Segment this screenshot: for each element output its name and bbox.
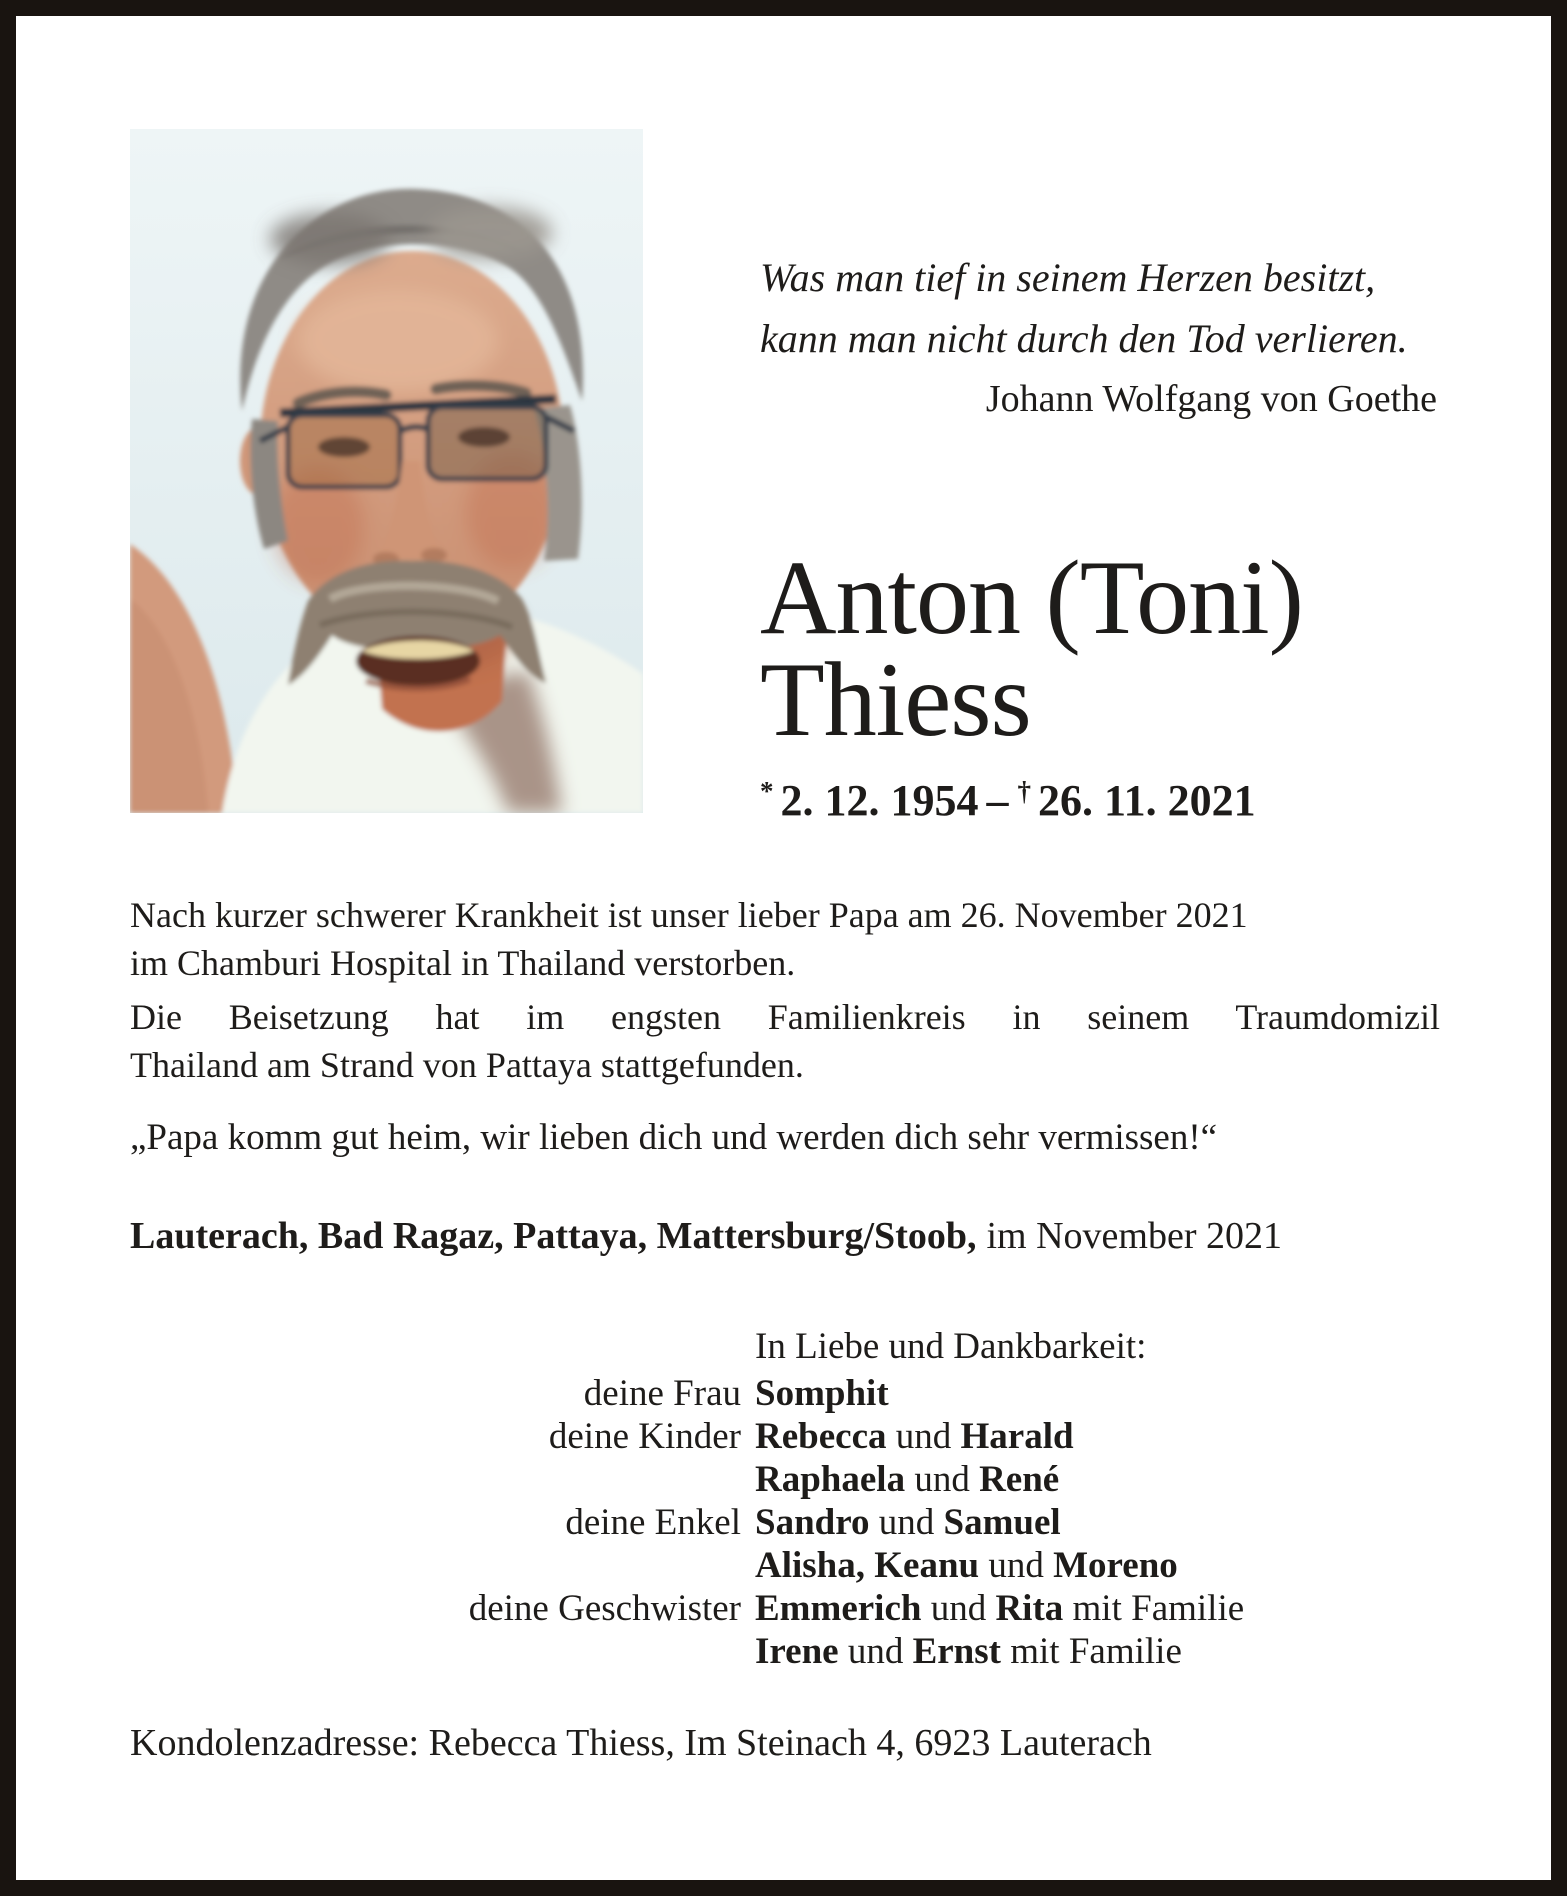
announcement-paragraph-2 [130, 993, 1440, 1089]
memorial-quote-line: kann man nicht durch den Tod verlieren. [760, 316, 1408, 361]
memorial-quote-line: Was man tief in seinem Herzen besitzt, [760, 255, 1376, 300]
mourner-name: Rebecca [755, 1416, 887, 1457]
mourner-connector-text: mit Familie [1000, 1631, 1182, 1672]
mourner-connector-text: mit Familie [1063, 1588, 1245, 1629]
mourner-name: Sandro [755, 1502, 870, 1543]
mourners-list [441, 1372, 1244, 1673]
mourner-names [755, 1415, 1244, 1458]
mourner-names [755, 1501, 1244, 1544]
mourner-names [755, 1630, 1244, 1673]
mourners-intro: In Liebe und Dankbarkeit: [755, 1326, 1147, 1367]
mourner-name: Raphaela [755, 1459, 906, 1500]
mourner-name: Alisha, Keanu [755, 1545, 980, 1586]
death-date: 26. 11. 2021 [1038, 776, 1256, 825]
mourner-names [755, 1372, 1244, 1415]
quote-attribution: Johann Wolfgang von Goethe [985, 378, 1437, 420]
mourner-role-label [441, 1544, 741, 1587]
deceased-name-line2: Thiess [760, 641, 1031, 758]
mourner-name: Rita [995, 1588, 1064, 1629]
mourner-name: Moreno [1053, 1545, 1178, 1586]
mourner-role-label: deine Geschwister [468, 1588, 741, 1629]
death-dagger-symbol: † [1017, 776, 1031, 806]
dates-dash: – [986, 776, 1009, 825]
condolence-address: Kondolenzadresse: Rebecca Thiess, Im Steinach 4, 6923 Lauterach [130, 1722, 1152, 1764]
announcement-line: Thailand am Strand von Pattaya stattgefunden. [130, 1045, 804, 1085]
mourner-role-label: deine Kinder [548, 1416, 741, 1457]
portrait-photo [130, 129, 643, 813]
mourner-connector-text: und [886, 1416, 961, 1457]
mourner-names [755, 1458, 1244, 1501]
announcement-line: Nach kurzer schwerer Krankheit ist unser lieber Papa am 26. November 2021 [130, 895, 1248, 935]
mourner-role-label [441, 1458, 741, 1501]
portrait-of-deceased-illustration [130, 129, 643, 813]
places-list: Lauterach, Bad Ragaz, Pattaya, Mattersburg/Stoob, [130, 1215, 977, 1257]
mourner-name: Harald [960, 1416, 1074, 1457]
mourner-name: Ernst [912, 1631, 1001, 1672]
announcement-line: im Chamburi Hospital in Thailand verstorben. [130, 943, 796, 983]
life-dates [760, 765, 1256, 827]
mourner-connector-text: und [838, 1631, 913, 1672]
farewell-quote: „Papa komm gut heim, wir lieben dich und werden dich sehr vermissen!“ [130, 1117, 1218, 1158]
mourner-name: René [979, 1459, 1060, 1500]
birth-date: 2. 12. 1954 [780, 776, 979, 825]
mourner-name: Samuel [943, 1502, 1061, 1543]
mourner-connector-text: und [869, 1502, 944, 1543]
memorial-quote [760, 247, 1437, 423]
announcement-month: im November 2021 [986, 1215, 1282, 1257]
announcement-line: Die Beisetzung hat im engsten Familienkreis in seinem Traumdomizil [130, 997, 1440, 1037]
mourner-name: Emmerich [755, 1588, 922, 1629]
mourner-connector-text: und [905, 1459, 980, 1500]
mourner-names [755, 1587, 1244, 1630]
mourner-connector-text: und [979, 1545, 1054, 1586]
mourner-role-label [441, 1630, 741, 1673]
mourner-role-label: deine Frau [583, 1373, 741, 1414]
birth-star-symbol: * [760, 776, 774, 806]
announcement-paragraph-1 [130, 891, 1440, 987]
mourner-name: Somphit [755, 1373, 889, 1414]
mourner-connector-text: und [921, 1588, 996, 1629]
mourner-names [755, 1544, 1244, 1587]
deceased-name-line1: Anton (Toni) [760, 539, 1303, 656]
places-date-line [130, 1212, 1460, 1260]
mourner-name: Irene [755, 1631, 839, 1672]
mourner-role-label: deine Enkel [565, 1502, 741, 1543]
deceased-name [760, 539, 1303, 758]
